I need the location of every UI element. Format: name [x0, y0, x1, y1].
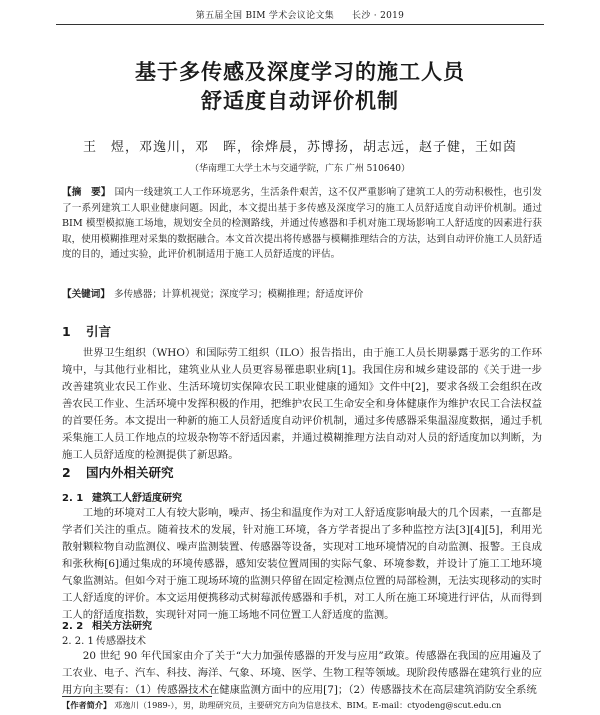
abstract-text: 国内一线建筑工人工作环境恶劣，生活条件艰苦，这不仅严重影响了建筑工人的劳动积极性，也引发了一系列建筑工人职业健康问题。因此，本文提出基于多传感及深度学习的施工人员舒适度自动评价机制。通过 BIM 模型模拟施工场地，规划安全员的检测路线，并通过传感器和手机对施工现场影响工人舒适度的因素进行获取，使用模糊推理对采集的数据融合。本文首次提出将传感器与模糊推理结合的方法，达到自动评价施工人员舒适度的目的，通过实验，此评价机制适用于施工人员舒适度的评估。 — [62, 187, 543, 261]
section-title: 引言 — [86, 324, 112, 339]
subsection-heading-2-2 — [62, 617, 542, 632]
subsection-number: 2. 1 — [62, 493, 84, 504]
abstract — [62, 185, 542, 263]
header-rule — [56, 24, 544, 25]
footnote-label: 【作者简介】 — [62, 700, 112, 710]
section-number: 2 — [62, 465, 71, 480]
section-number: 1 — [62, 324, 71, 339]
subsubsection-title: 传感器技术 — [96, 636, 146, 647]
keywords-text: 多传感器；计算机视觉；深度学习；模糊推理；舒适度评价 — [113, 289, 364, 300]
section-heading-2 — [62, 463, 542, 481]
keywords — [62, 288, 542, 302]
conference-name: 第五届全国 BIM 学术会议论文集 — [195, 11, 335, 21]
footnote-text: 邓逸川（1989-），男，助理研究员，主要研究方向为信息技术、BIM。E-mail：ctyodeng@scut.edu.cn — [114, 700, 502, 710]
title-line-1: 基于多传感及深度学习的施工人员 — [135, 60, 465, 84]
footnote-rule — [62, 696, 212, 697]
paper-title — [0, 58, 600, 116]
author-footnote — [62, 699, 542, 711]
subsection-title: 建筑工人舒适度研究 — [92, 493, 182, 504]
author-list: 王 煜，邓逸川，邓 晖，徐烨晨，苏博扬，胡志远，赵子健，王如茵 — [82, 140, 517, 155]
title-line-2: 舒适度自动评价机制 — [201, 89, 399, 113]
subsection-title: 相关方法研究 — [92, 621, 152, 632]
section-2-2-1-paragraph: 20 世纪 90 年代国家由介了关于“大力加强传感器的开发与应用”政策。传感器在我国的应用遍及了工农业、电子、汽车、科技、海洋、气象、环境、医学、生物工程等领域。现阶段传感器在建筑行业的应用方向主要有：（1）传感器技术在健康监测方面中的应用[7]；（2）传感器技术在高层建筑消防安全系统 — [62, 650, 542, 696]
subsubsection-heading-2-2-1 — [62, 632, 542, 647]
section-1-paragraph: 世界卫生组织（WHO）和国际劳工组织（ILO）报告指出，由于施工人员长期暴露于恶劣的工作环境中，与其他行业相比，建筑业从业人员更容易罹患职业病[1]。我国住房和城乡建设部的《关于进一步改善建筑业农民工作业、生活环境切实保障农民工职业健康的通知》文件中[2]，要求各级工会组织在改善农民工作业、生活环境中发挥积极的作用，把维护农民工生命安全和身体健康作为维护农民工合法权益的首要任务。本文提出一种新的施工人员舒适度自动评价机制，通过多传感器采集温湿度数据，通过手机采集施工人员工作地点的垃圾杂物等不舒适因素，并通过模糊推理方法自动对人员的舒适度加以判断，为施工人员舒适度的检测提供了新思路。 — [62, 347, 542, 461]
running-header — [0, 8, 600, 21]
subsection-number: 2. 2 — [62, 621, 84, 632]
subsection-heading-2-1 — [62, 489, 542, 504]
section-heading-1 — [62, 322, 542, 340]
abstract-label: 【摘 要】 — [62, 187, 111, 198]
keywords-label: 【关键词】 — [62, 289, 110, 300]
affiliation: （华南理工大学土木与交通学院，广东 广州 510640） — [189, 164, 411, 174]
subsubsection-number: 2. 2. 1 — [62, 636, 94, 647]
section-title: 国内外相关研究 — [86, 465, 174, 480]
section-2-1-paragraph: 工地的环境对工人有较大影响，噪声、扬尘和温度作为对工人舒适度影响最大的几个因素，一直都是学者们关注的重点。随着技术的发展，针对施工环境，各方学者提出了多种监控方法[3][4][5]，利用光散射颗粒物自动监测仪、噪声监测装置、传感器等设备，实现对工地环境情况的自动监测、报警。王良成和张秋梅[6]通过集成的环境传感器，感知安装位置周围的实际气象、环境参数，并设计了施工工地环境气象监测站。但如今对于施工现场环境的监测只停留在固定检测点位置的局部检测，无法实现移动的实时工人舒适度的评价。本文运用便携移动式树莓派传感器和手机，对工人所在施工环境进行评估，从而得到工人的舒适度指数，实现针对同一施工场地不同位置工人舒适度的监测。 — [62, 507, 542, 621]
location-year: 长沙 · 2019 — [352, 11, 405, 21]
